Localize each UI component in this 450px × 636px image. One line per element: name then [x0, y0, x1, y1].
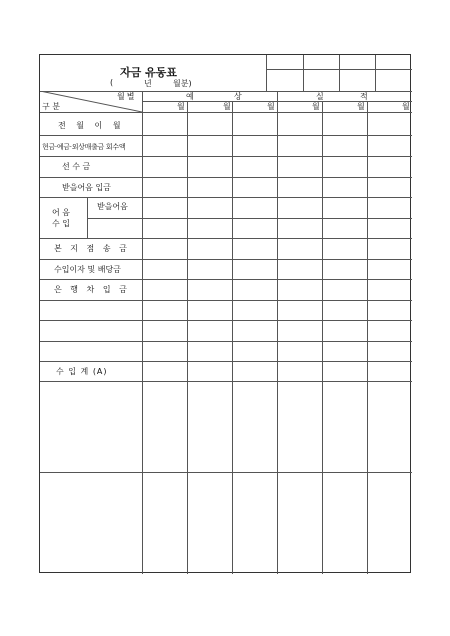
category-label: 구 분	[42, 102, 60, 111]
bill-group-divider	[87, 197, 88, 238]
row-line	[40, 300, 412, 301]
form-title: 자금 유동표	[120, 66, 177, 79]
month-cell-4: 월	[312, 102, 320, 111]
row-line	[40, 341, 412, 342]
period-open: (	[110, 78, 114, 87]
approval-box-midline	[266, 69, 412, 70]
row-label-bank-loan: 은 행 차 입 금	[54, 285, 130, 294]
actual-label-2: 적	[360, 92, 368, 101]
bill-group-sub-label: 받을어음	[97, 202, 128, 211]
header-bottom-line	[40, 112, 412, 113]
row-line	[40, 381, 412, 382]
row-label-bill-deposit: 받을어음 입금	[62, 183, 111, 192]
row-line	[40, 135, 412, 136]
column-line	[367, 101, 368, 574]
column-line	[142, 91, 143, 574]
row-label-branch-remit: 본 지 점 송 금	[54, 244, 130, 253]
forecast-label-1: 예	[186, 92, 194, 101]
column-line	[187, 101, 188, 574]
column-line	[232, 101, 233, 574]
bill-group-label-top: 어 음	[52, 208, 70, 217]
approval-box-divider	[303, 55, 304, 91]
row-label-interest: 수입이자 및 배당금	[54, 265, 121, 274]
month-cell-6: 월	[402, 102, 410, 111]
approval-box-divider	[375, 55, 376, 91]
cash-flow-form	[39, 54, 411, 573]
month-cell-1: 월	[177, 102, 185, 111]
column-line	[322, 101, 323, 574]
approval-box-divider	[339, 55, 340, 91]
row-line	[40, 472, 412, 473]
row-line	[40, 177, 412, 178]
period-year: 년	[144, 79, 152, 88]
row-line	[87, 218, 412, 219]
row-label-advance: 선 수 금	[62, 162, 91, 171]
month-label: 월별	[117, 92, 137, 101]
period-month: 월분)	[173, 79, 192, 88]
row-line	[40, 197, 412, 198]
month-cell-2: 월	[223, 102, 231, 111]
row-line	[40, 279, 412, 280]
approval-box-border	[266, 55, 267, 91]
row-label-collections: 현금·예금·외상매출금 회수액	[42, 143, 126, 151]
row-line	[40, 238, 412, 239]
forecast-label-2: 상	[234, 92, 242, 101]
bill-group-label-bottom: 수 입	[52, 219, 70, 228]
row-label-total-income: 수 입 계 (A)	[56, 367, 108, 376]
actual-label-1: 실	[316, 92, 324, 101]
row-line	[40, 156, 412, 157]
row-line	[40, 361, 412, 362]
column-line	[277, 91, 278, 574]
row-line	[40, 259, 412, 260]
month-cell-5: 월	[357, 102, 365, 111]
month-cell-3: 월	[267, 102, 275, 111]
row-line	[40, 320, 412, 321]
row-label-carryover: 전 월 이 월	[58, 121, 125, 130]
